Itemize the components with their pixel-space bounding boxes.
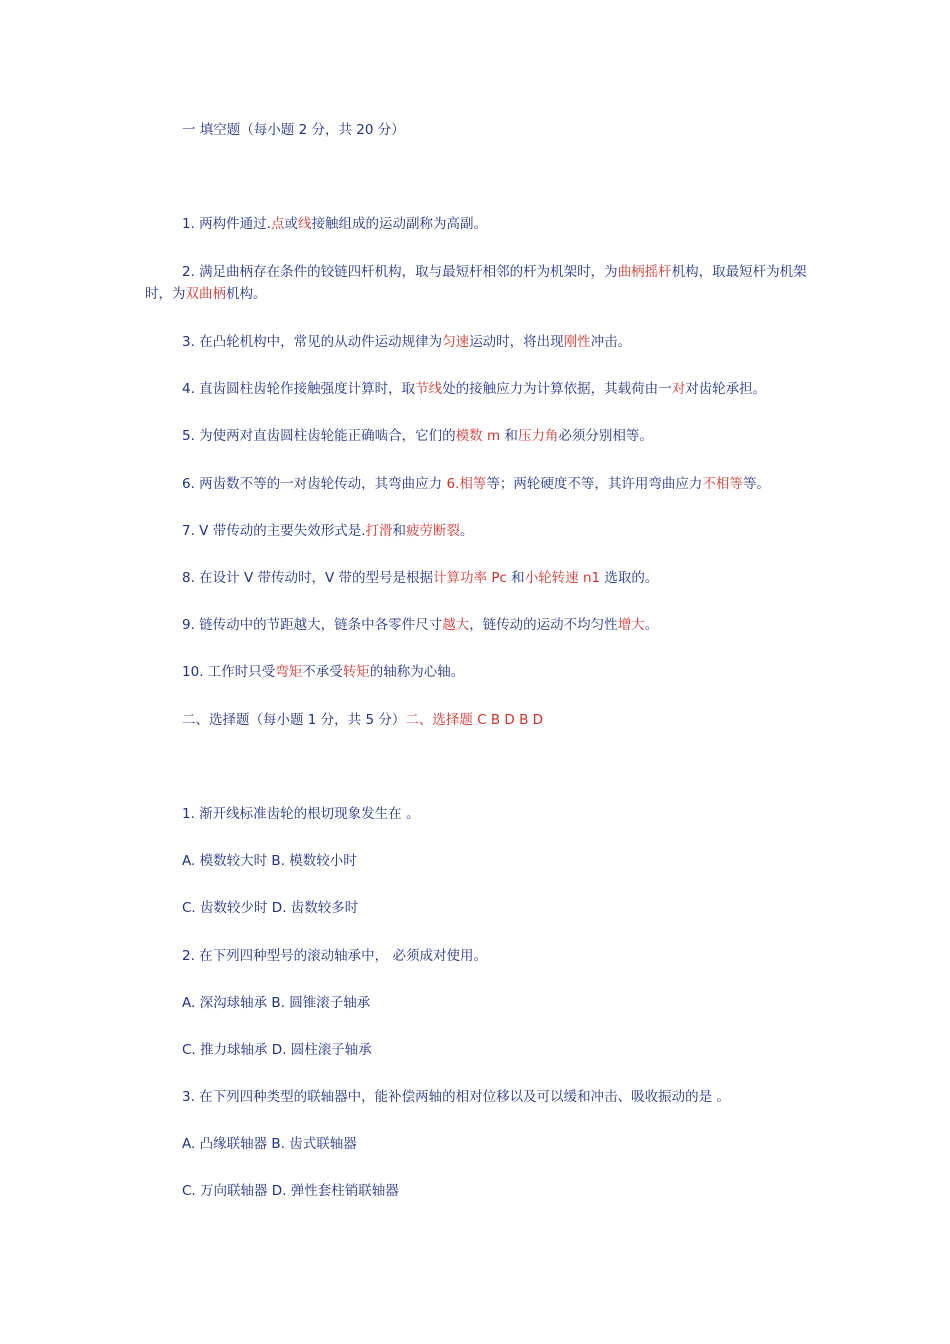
choice-answer-key: 二、选择题 C B D B D	[405, 712, 544, 728]
question-number: 5.	[182, 428, 195, 444]
choice-question-2: 2. 在下列四种型号的滚动轴承中， 必须成对使用。	[182, 948, 487, 964]
answer-text: 转矩	[342, 664, 370, 680]
answer-text: 增大	[617, 617, 645, 633]
choice-option-line: A. 凸缘联轴器 B. 齿式联轴器	[182, 1136, 357, 1152]
answer-text: 双曲柄	[185, 286, 226, 302]
choice-heading: 二、选择题（每小题 1 分，共 5 分）	[182, 712, 406, 728]
answer-text: 压力角	[517, 428, 559, 444]
answer-text: 小轮转速 n1	[524, 570, 601, 586]
answer-text: 计算功率 Pc	[433, 570, 507, 586]
fill-question-3: 3. 在凸轮机构中，常见的从动件运动规律为匀速运动时，将出现刚性冲击。	[182, 334, 632, 350]
fill-question-7: 7. V 带传动的主要失效形式是.打滑和疲劳断裂。	[182, 523, 474, 539]
question-number: 4.	[182, 381, 195, 397]
fill-question-5: 5. 为使两对直齿圆柱齿轮能正确啮合，它们的模数 m 和压力角必须分别相等。	[182, 428, 653, 444]
choice-option-line: C. 推力球轴承 D. 圆柱滚子轴承	[182, 1042, 372, 1058]
answer-text: 线	[297, 216, 312, 232]
fill-question-10: 10. 工作时只受弯矩不承受转矩的轴称为心轴。	[182, 664, 465, 680]
answer-text: 模数 m	[455, 428, 501, 444]
question-number: 6.	[182, 476, 195, 492]
answer-text: 打滑	[365, 523, 393, 539]
answer-text: 曲柄摇杆	[617, 264, 672, 280]
fill-question-6: 6. 两齿数不等的一对齿轮传动，其弯曲应力 6.相等等；两轮硬度不等，其许用弯曲应力不相等等。	[182, 476, 770, 492]
fill-question-9: 9. 链传动中的节距越大，链条中各零件尺寸越大，链传动的运动不均匀性增大。	[182, 617, 659, 633]
question-number: 10.	[182, 664, 204, 680]
question-number: 8.	[182, 570, 195, 586]
answer-text: 不相等	[702, 476, 743, 492]
answer-text: 对	[671, 381, 686, 397]
section-heading-fill-in: 一 填空题（每小题 2 分，共 20 分）	[182, 122, 405, 138]
answer-text: 匀速	[442, 334, 470, 350]
answer-text: 刚性	[563, 334, 591, 350]
question-number: 3.	[182, 334, 195, 350]
answer-text: 6.相等	[446, 476, 487, 492]
question-number: 1.	[182, 216, 195, 232]
choice-option-line: C. 万向联轴器 D. 弹性套柱销联轴器	[182, 1183, 399, 1199]
fill-question-1: 1. 两构件通过.点或线接触组成的运动副称为高副。	[182, 216, 487, 232]
choice-option-line: C. 齿数较少时 D. 齿数较多时	[182, 900, 359, 916]
answer-text: 疲劳断裂	[406, 523, 460, 539]
answer-text: 弯矩	[275, 664, 303, 680]
choice-option-line: A. 模数较大时 B. 模数较小时	[182, 853, 357, 869]
fill-question-8: 8. 在设计 V 带传动时，V 带的型号是根据计算功率 Pc 和小轮转速 n1 选取的。	[182, 570, 659, 586]
fill-question-4: 4. 直齿圆柱齿轮作接触强度计算时，取节线处的接触应力为计算依据，其载荷由一对对齿轮承担。	[182, 381, 767, 397]
answer-text: 点	[270, 216, 285, 232]
question-number: 9.	[182, 617, 195, 633]
choice-question-1: 1. 渐开线标准齿轮的根切现象发生在 。	[182, 806, 420, 822]
answer-text: 节线	[415, 381, 443, 397]
question-number: 7.	[182, 523, 195, 539]
fill-question-2: 2. 满足曲柄存在条件的铰链四杆机构，取与最短杆相邻的杆为机架时，为曲柄摇杆机构，取最短杆为机架时，为双曲柄机构。	[145, 264, 807, 302]
section-heading-choice	[182, 710, 543, 730]
choice-question-3: 3. 在下列四种类型的联轴器中，能补偿两轴的相对位移以及可以缓和冲击、吸收振动的是 。	[182, 1089, 730, 1105]
choice-option-line: A. 深沟球轴承 B. 圆锥滚子轴承	[182, 995, 371, 1011]
question-number: 2.	[182, 264, 195, 280]
answer-text: 越大	[442, 617, 470, 633]
